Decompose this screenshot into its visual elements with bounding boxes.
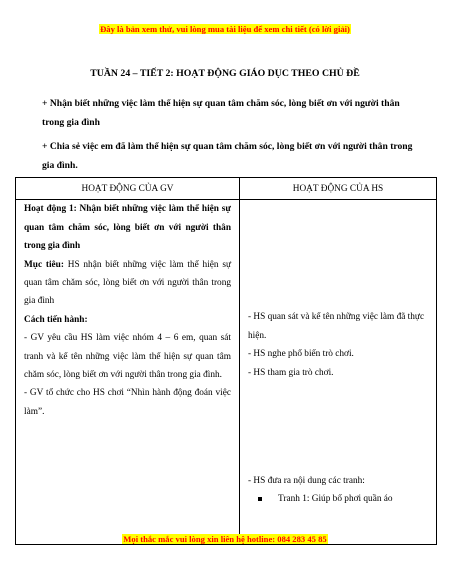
square-bullet-icon	[258, 497, 262, 501]
gv-step-2: - GV tổ chức cho HS chơi “Nhìn hành động đoán việc làm”.	[24, 388, 231, 417]
hs-bullet-1	[248, 490, 428, 508]
hs-line-1: - HS quan sát và kể tên những việc làm đã thực hiện.	[248, 312, 425, 341]
goal-text: HS nhận biết những việc làm thể hiện sự quan tâm chăm sóc, lòng biết ơn với người thân trong gia đình	[24, 259, 231, 307]
header-hs: HOẠT ĐỘNG CỦA HS	[240, 178, 437, 200]
goal-label: Mục tiêu:	[24, 259, 64, 270]
activity-title: Hoạt động 1: Nhận biết những việc làm thể hiện sự quan tâm chăm sóc, lòng biết ơn với người thân trong gia đình	[24, 204, 231, 252]
gv-step-1: - GV yêu cầu HS làm việc nhóm 4 – 6 em, quan sát tranh và kể tên những việc làm thể hiện sự quan tâm chăm sóc, lòng biết ơn với người thân trong gia đình.	[24, 333, 231, 381]
hs-cell	[240, 200, 437, 545]
hs-line-2: - HS nghe phổ biến trò chơi.	[248, 349, 354, 360]
footer-text: Mọi thắc mắc vui lòng xin liên hệ hotline: 084 283 45 85	[123, 534, 327, 544]
hs-bullet-text: Tranh 1: Giúp bố phơi quần áo	[278, 494, 393, 505]
activity-table	[15, 177, 437, 545]
contact-footer	[0, 534, 450, 544]
objective-2: + Chia sẻ việc em đã làm thể hiện sự quan tâm chăm sóc, lòng biết ơn với người thân trong gia đình.	[42, 141, 413, 171]
objective-1: + Nhận biết những việc làm thể hiện sự quan tâm chăm sóc, lòng biết ơn với người thân trong gia đình	[42, 98, 400, 128]
table-header-row	[16, 178, 437, 200]
hs-line-3: - HS tham gia trò chơi.	[248, 367, 334, 378]
hs-intro: - HS đưa ra nội dung các tranh:	[248, 476, 365, 487]
process-label: Cách tiến hành:	[24, 314, 88, 325]
gv-cell	[16, 200, 240, 545]
preview-banner-text: Đây là bản xem thử, vui lòng mua tài liệu để xem chi tiết (có lời giải)	[100, 24, 350, 34]
lesson-title: TUẦN 24 – TIẾT 2: HOẠT ĐỘNG GIÁO DỤC THEO CHỦ ĐỀ	[90, 68, 360, 79]
goal-paragraph	[24, 256, 231, 311]
table-row	[16, 200, 437, 545]
header-gv: HOẠT ĐỘNG CỦA GV	[16, 178, 240, 200]
preview-banner	[0, 24, 450, 34]
